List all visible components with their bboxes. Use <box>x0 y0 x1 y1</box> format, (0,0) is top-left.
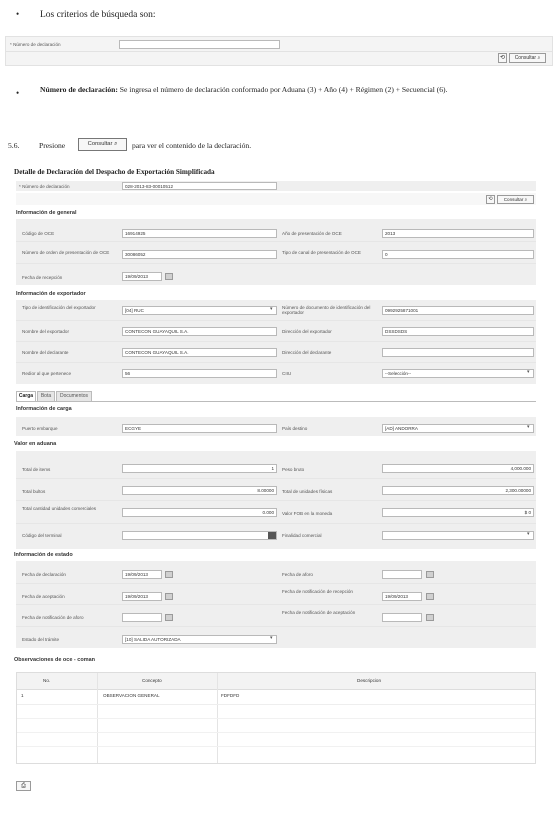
step-post: para ver el contenido de la declaración. <box>132 141 252 150</box>
obs-cell-concepto: OBSERVACION GENERAL <box>103 693 160 698</box>
dir-export-field[interactable]: DSSDSDS <box>382 327 534 336</box>
calendar-icon[interactable] <box>165 614 173 621</box>
fob-label: Valor FOB en la moneda <box>282 511 333 516</box>
estado-tramite-label: Estado del trámite <box>22 637 60 642</box>
chevron-down-icon: ▾ <box>270 306 273 312</box>
peso-label: Peso bruto <box>282 467 305 472</box>
fecha-notif-aforo-field[interactable] <box>122 613 162 622</box>
tipo-canal-label: Tipo de canal de presentación de OCE <box>282 250 361 255</box>
dir-declarante-field[interactable] <box>382 348 534 357</box>
unidades-label: Total de unidades físicas <box>282 489 333 494</box>
note-text: Se ingresa el número de declaración conformado por Aduana (3) + Año (4) + Régimen (2) + Secuencial (6). <box>117 85 448 94</box>
pais-label: País destino <box>282 426 308 431</box>
orden-label: Número de orden de presentación de OCE <box>22 250 110 255</box>
valor-field[interactable]: 56 <box>122 369 277 378</box>
ciiu-label: CIIU <box>282 371 292 376</box>
finalidad-select[interactable] <box>382 531 534 540</box>
dir-declarante-label: Dirección del declarante <box>282 350 332 355</box>
note-paragraph <box>40 85 545 95</box>
codigo-label: Código de OCE <box>22 231 55 236</box>
obs-table <box>16 672 536 764</box>
fecha-notif-recepcion-field[interactable]: 19/09/2013 <box>382 592 422 601</box>
print-icon[interactable]: ⎙ <box>16 781 31 791</box>
items-field[interactable]: 1 <box>122 464 277 473</box>
nombre-declarante-label: Nombre del declarante <box>22 350 69 355</box>
calendar-icon[interactable] <box>165 273 173 280</box>
calendar-icon[interactable] <box>165 593 173 600</box>
aduana-section-title: Valor en aduana <box>14 441 57 447</box>
terminal-label: Código del terminal <box>22 533 62 538</box>
pais-select[interactable]: [AD] ANDORRA <box>382 424 534 433</box>
detail-button-row <box>16 193 536 205</box>
fecha-notif-aceptacion-field[interactable] <box>382 613 422 622</box>
clear-icon[interactable]: ⟲ <box>499 55 506 61</box>
puerto-field[interactable]: ECGYE <box>122 424 277 433</box>
obs-cell-descripcion: FDFDFD <box>221 693 240 698</box>
anio-field[interactable]: 2013 <box>382 229 534 238</box>
obs-header-row <box>17 673 535 690</box>
fecha-aforo-label: Fecha de aforo <box>282 572 313 577</box>
calendar-icon[interactable] <box>165 571 173 578</box>
estado-tramite-select[interactable]: [10] SALIDA AUTORIZADA <box>122 635 277 644</box>
ciiu-select[interactable]: --Selección-- <box>382 369 534 378</box>
detail-clear-icon[interactable]: ⟲ <box>486 195 495 204</box>
comerciales-field[interactable]: 0.000 <box>122 508 277 517</box>
note-bold: Número de declaración: <box>40 85 118 94</box>
fecha-aceptacion-field[interactable]: 19/09/2013 <box>122 592 162 601</box>
peso-field[interactable]: 4,000.000 <box>382 464 534 473</box>
fob-field[interactable]: $ 0 <box>382 508 534 517</box>
general-section-title: Información de general <box>16 210 77 216</box>
bullet-2: • <box>16 88 20 98</box>
step-pre: Presione <box>39 141 66 150</box>
bultos-label: Total bultos <box>22 489 46 494</box>
chevron-down-icon: ▾ <box>527 531 530 537</box>
valor-label: Redior al que pertenece <box>22 371 72 376</box>
bultos-field[interactable]: 8.00000 <box>122 486 277 495</box>
obs-header-no: No. <box>43 678 51 683</box>
terminal-select[interactable] <box>122 531 277 540</box>
obs-section-title: Observaciones de oce - coman <box>14 657 96 663</box>
chevron-down-icon: ▾ <box>527 424 530 430</box>
nombre-export-field[interactable]: CONTECON GUAYAQUIL S.A. <box>122 327 277 336</box>
tipo-id-select[interactable]: [04] RUC <box>122 306 277 315</box>
detail-decl-input[interactable]: 028-2013-83-00010512 <box>122 182 277 190</box>
search-panel <box>5 36 553 66</box>
fecha-recepcion-field[interactable]: 19/09/2013 <box>122 272 162 281</box>
bullet-1: • <box>16 9 20 19</box>
fecha-aforo-field[interactable] <box>382 570 422 579</box>
fecha-notif-aforo-label: Fecha de notificación de aforo <box>22 615 84 620</box>
chevron-down-icon: ▾ <box>527 369 530 375</box>
obs-cell-no: 1 <box>21 693 24 698</box>
unidades-field[interactable]: 2,300.00000 <box>382 486 534 495</box>
anio-label: Año de presentación de OCE <box>282 231 342 236</box>
criteria-heading: Los criterios de búsqueda son: <box>40 10 156 20</box>
nombre-declarante-field[interactable]: CONTECON GUAYAQUIL S.A. <box>122 348 277 357</box>
comerciales-label: Total cantidad unidades comerciales <box>22 506 97 511</box>
obs-header-concepto: Concepto <box>142 678 162 683</box>
step-number: 5.6. <box>8 141 20 150</box>
declaration-number-input[interactable] <box>119 40 280 49</box>
tab-divider <box>16 401 536 402</box>
dropdown-arrow-icon[interactable] <box>268 532 276 539</box>
orden-field[interactable]: 30086052 <box>122 250 277 259</box>
fecha-declaracion-field[interactable]: 19/09/2013 <box>122 570 162 579</box>
search-label: * Número de declaración <box>10 42 61 47</box>
tipo-canal-field[interactable]: 0 <box>382 250 534 259</box>
step-consult-button[interactable]: Consultar ⌕ <box>78 138 127 151</box>
items-label: Total de items <box>22 467 51 472</box>
fecha-declaracion-label: Fecha de declaración <box>22 572 66 577</box>
calendar-icon[interactable] <box>426 571 434 578</box>
fecha-aceptacion-label: Fecha de aceptación <box>22 594 65 599</box>
tab-documentos[interactable]: Documentos <box>56 391 92 401</box>
chevron-down-icon: ▾ <box>270 635 273 641</box>
detail-decl-label: * Número de declaración <box>19 184 70 189</box>
codigo-field[interactable]: 16914925 <box>122 229 277 238</box>
tab-bota[interactable]: Bota <box>37 391 55 401</box>
nombre-export-label: Nombre del exportador <box>22 329 69 334</box>
exportador-section-title: Información de exportador <box>16 291 86 297</box>
finalidad-label: Finalidad comercial <box>282 533 322 538</box>
puerto-label: Puerto embarque <box>22 426 58 431</box>
calendar-icon[interactable] <box>426 593 434 600</box>
numdoc-field[interactable]: 0992925871001 <box>382 306 534 315</box>
table-row[interactable] <box>17 690 535 705</box>
estado-section-title: Información de estado <box>14 552 73 558</box>
tipo-id-label: Tipo de identificación del exportador <box>22 305 96 310</box>
fecha-notif-aceptacion-label: Fecha de notificación de aceptación <box>282 610 356 615</box>
tab-carga[interactable]: Carga <box>16 391 36 401</box>
fecha-recepcion-label: Fecha de recepción <box>22 275 63 280</box>
fecha-notif-recepcion-label: Fecha de notificación de recepción <box>282 589 353 594</box>
numdoc-label: Número de documento de identificación del exportador <box>282 305 371 315</box>
dir-export-label: Dirección del exportador <box>282 329 332 334</box>
calendar-icon[interactable] <box>426 614 434 621</box>
obs-header-descripcion: Descripcion <box>357 678 381 683</box>
detail-consult-button[interactable]: Consultar ⌕ <box>497 195 534 204</box>
detail-title: Detalle de Declaración del Despacho de Exportación Simplificada <box>14 168 215 176</box>
carga-section-title: Información de carga <box>16 406 72 412</box>
consult-button[interactable]: Consultar ⌕ <box>509 53 546 63</box>
